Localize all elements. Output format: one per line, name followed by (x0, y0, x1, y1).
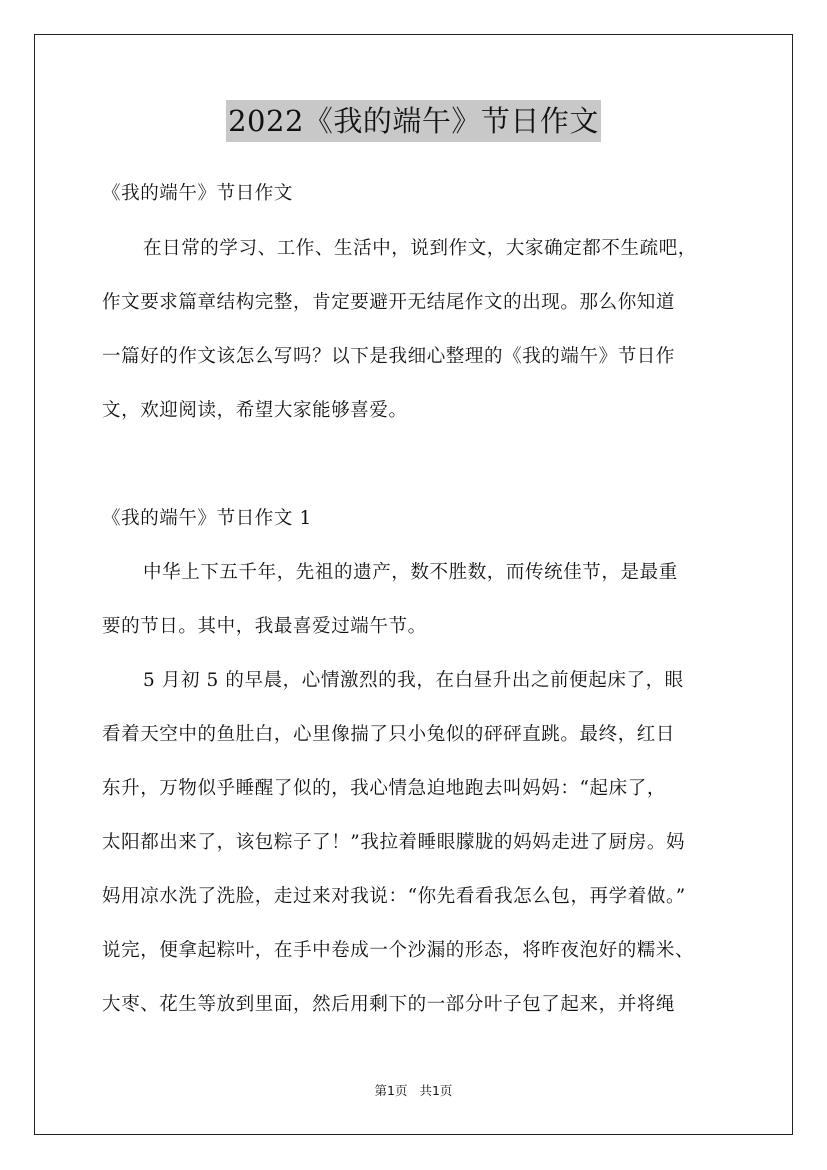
paragraph-line: 5 月初 5 的早晨，心情激烈的我，在白昼升出之前便起床了，眼 (143, 670, 684, 691)
paragraph-line: 东升，万物似乎睡醒了似的，我心情急迫地跑去叫妈妈：“起床了， (102, 778, 666, 799)
paragraph-line: 在日常的学习、工作、生活中，说到作文，大家确定都不生疏吧， (143, 238, 697, 259)
paragraph-line: 中华上下五千年，先祖的遗产，数不胜数，而传统佳节，是最重 (143, 562, 678, 583)
page-number-total: 共1页 (419, 1083, 453, 1098)
paragraph-line: 妈用凉水洗了洗脸，走过来对我说：“你先看看我怎么包，再学着做。” (102, 886, 686, 907)
page-number-current: 第1页 (374, 1083, 408, 1098)
paragraph-line: 作文要求篇章结构完整，肯定要避开无结尾作文的出现。那么你知道 (102, 292, 676, 313)
paragraph-line: 大枣、花生等放到里面，然后用剩下的一部分叶子包了起来，并将绳 (102, 994, 676, 1015)
paragraph-line: 要的节日。其中，我最喜爱过端午节。 (102, 616, 427, 637)
section-heading: 《我的端午》节日作文 (102, 183, 294, 204)
document-title: 2022《我的端午》节日作文 (226, 100, 601, 142)
title-container (0, 100, 827, 142)
section-heading: 《我的端午》节日作文 1 (102, 508, 312, 529)
paragraph-line: 说完，便拿起粽叶，在手中卷成一个沙漏的形态，将昨夜泡好的糯米、 (102, 940, 695, 961)
paragraph-line: 一篇好的作文该怎么写吗？以下是我细心整理的《我的端午》节日作 (102, 346, 676, 367)
paragraph-line: 太阳都出来了，该包粽子了！”我拉着睡眼朦胧的妈妈走进了厨房。妈 (102, 832, 686, 853)
paragraph-line: 文，欢迎阅读，希望大家能够喜爱。 (102, 400, 408, 421)
page-footer (0, 1083, 827, 1099)
paragraph-line: 看着天空中的鱼肚白，心里像揣了只小兔似的砰砰直跳。最终，红日 (102, 724, 676, 745)
